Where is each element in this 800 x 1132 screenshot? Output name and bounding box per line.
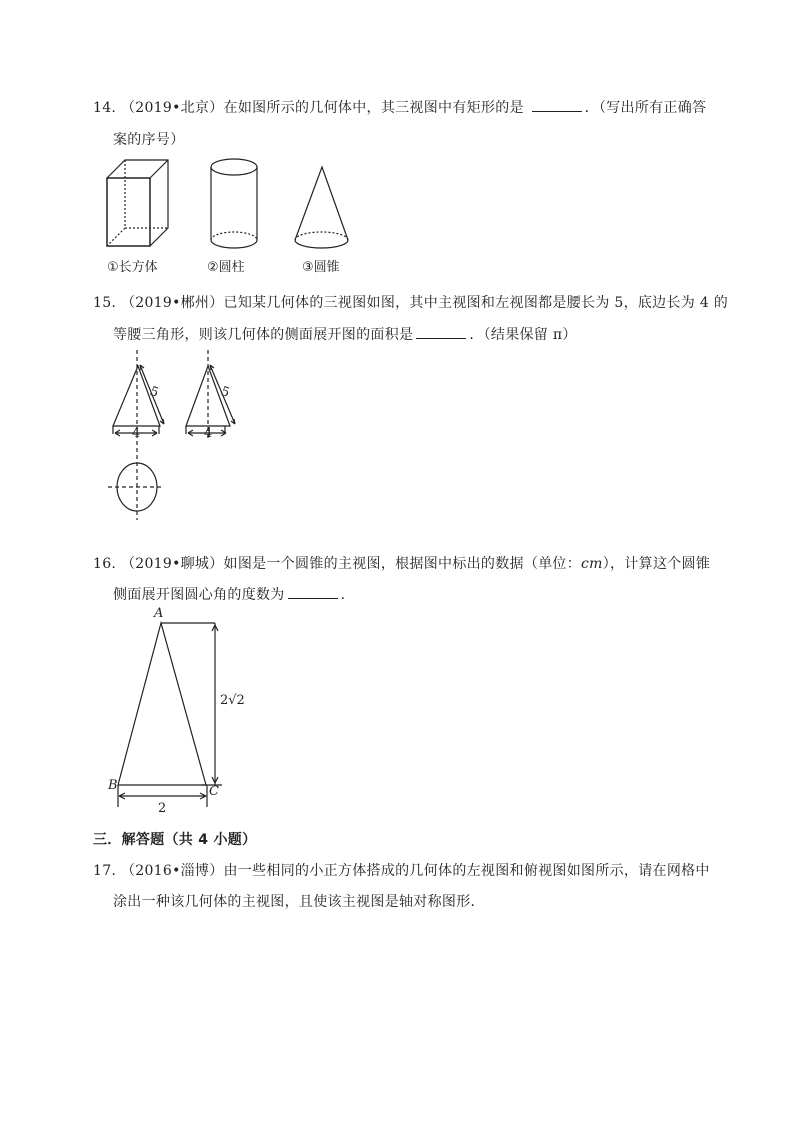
question-text: 已知某几何体的三视图如图，其中主视图和左视图都是腰长为 5，底边长为 4 的	[223, 295, 729, 311]
question-number: 15.	[93, 295, 117, 311]
question-text: ．	[340, 587, 355, 603]
dimension-label: 4	[132, 426, 141, 441]
question-16-line-2	[113, 584, 355, 604]
question-number: 14.	[93, 100, 117, 116]
cuboid-figure	[107, 160, 168, 246]
top-view-figure	[108, 463, 164, 511]
question-text: 侧面展开图圆心角的度数为	[113, 587, 285, 603]
question-source: （2019•北京）	[120, 100, 224, 116]
point-label-a: A	[154, 606, 164, 621]
question-text: 在如图所示的几何体中，其三视图中有矩形的是	[223, 100, 524, 116]
dimension-label: 5	[218, 384, 232, 401]
answer-blank[interactable]	[288, 586, 338, 599]
figure-label-cuboid: ①长方体	[107, 260, 158, 275]
question-text: ．（写出所有正确答	[584, 100, 707, 116]
question-text: ．（结果保留 π）	[469, 327, 577, 343]
question-text: 如图是一个圆锥的主视图，根据图中标出的数据（单位：	[223, 556, 582, 572]
question-source: （2019•郴州）	[120, 295, 224, 311]
height-label: 2√2	[220, 693, 245, 708]
section-heading: 三．解答题（共 4 小题）	[93, 832, 257, 848]
question-16-line-1	[93, 553, 710, 573]
question-text: 由一些相同的小正方体搭成的几何体的左视图和俯视图如图所示，请在网格中	[223, 863, 710, 879]
question-source: （2016•淄博）	[120, 863, 224, 879]
question-source: （2019•聊城）	[120, 556, 224, 572]
question-text: ），计算这个圆锥	[602, 556, 711, 572]
figure-label-cylinder: ②圆柱	[207, 260, 245, 275]
question-17-line-1	[93, 860, 710, 880]
unit-text: cm	[581, 556, 603, 572]
cylinder-figure	[211, 159, 257, 248]
question-number: 16.	[93, 556, 117, 572]
point-label-c: C	[209, 784, 219, 799]
figure-label-cone: ③圆锥	[302, 260, 340, 275]
question-14-line-2: 案的序号）	[113, 132, 185, 148]
question-number: 17.	[93, 863, 117, 879]
cone-figure	[295, 167, 348, 248]
base-label: 2	[158, 801, 167, 816]
answer-blank[interactable]	[416, 326, 466, 339]
point-label-b: B	[108, 778, 118, 793]
question-text: 等腰三角形，则该几何体的侧面展开图的面积是	[113, 327, 414, 343]
question-17-line-2: 涂出一种该几何体的主视图，且使该主视图是轴对称图形．	[113, 894, 485, 910]
dimension-label: 4	[204, 426, 213, 441]
question-15-line-2	[113, 324, 577, 344]
dimension-label: 5	[147, 384, 161, 401]
cone-front-view-figure	[118, 623, 222, 807]
question-15-line-1	[93, 292, 728, 312]
